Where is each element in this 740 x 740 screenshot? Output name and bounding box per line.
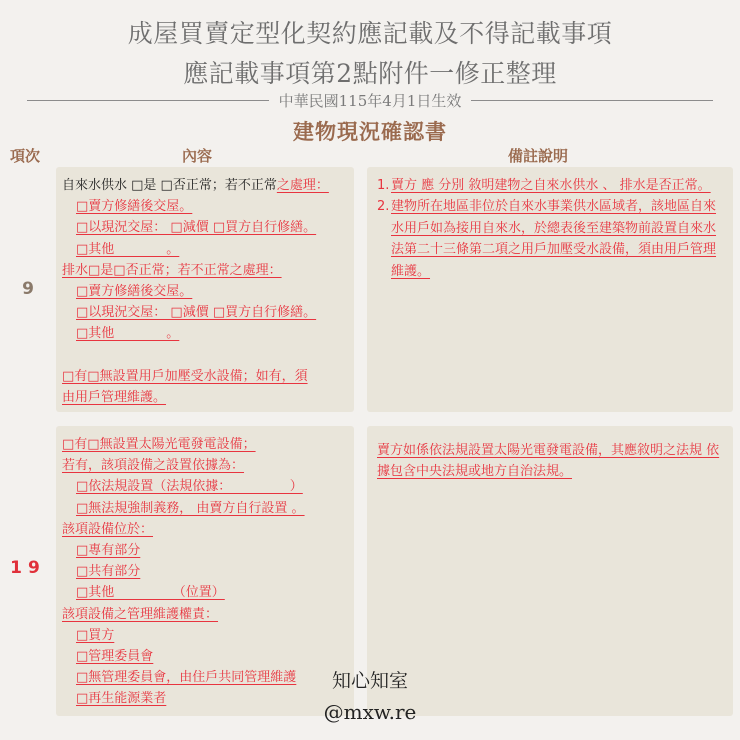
- content-line: □以現況交屋： □減價 □買方自行修繕。: [76, 305, 317, 321]
- content-line: 排水□是□否正常；若不正常之處理：: [62, 262, 282, 278]
- content-line: □賣方修繕後交屋。: [76, 199, 193, 215]
- content-line: □管理委員會: [76, 648, 154, 664]
- content-line: □有□無設置用戶加壓受水設備；如有，須: [62, 368, 308, 384]
- content-line: 由用戶管理維護。: [62, 389, 167, 405]
- content-line: 自來水供水 □是 □否正常；若不正常之處理：: [62, 178, 329, 193]
- content-line: 若有，該項設備之設置依據為：: [62, 458, 245, 474]
- content-line: □其他 。: [76, 326, 180, 342]
- effective-date: 中華民國115年4月1日生效: [278, 91, 462, 110]
- column-header-content: 內容: [182, 147, 213, 165]
- content-line: □依法規設置（法規依據： ）: [76, 479, 303, 495]
- content-line: 該項設備位於：: [62, 521, 154, 537]
- content-line: □其他 （位置）: [76, 585, 225, 601]
- section-subtitle: 建物現況確認書: [293, 120, 447, 144]
- effective-date-row: [27, 90, 713, 110]
- column-header-notes: 備註說明: [508, 147, 569, 165]
- watermark-handle: @mxw.re: [323, 700, 417, 724]
- content-line: □有□無設置太陽光電發電設備；: [62, 437, 256, 452]
- content-line: 該項設備之管理維護權責：: [62, 606, 219, 622]
- document-title-line1: 成屋買賣定型化契約應記載及不得記載事項: [127, 19, 613, 48]
- content-line: □賣方修繕後交屋。: [76, 283, 193, 299]
- note-item: 2. 建物所在地區非位於自來水事業供水區域者，該地區自來水用戶如為接用自來水，於總表後至建築物前設置自來水法第二十三條第二項之用戶加壓受水設備，須由用戶管理維護。: [377, 199, 717, 279]
- row9-content-panel: [56, 167, 354, 412]
- watermark-name: 知心知室: [331, 670, 408, 692]
- divider-right: [471, 100, 713, 101]
- row9-notes-panel: [367, 167, 733, 412]
- content-line: □其他 。: [76, 241, 180, 257]
- content-line: □無管理委員會，由住戶共同管理維護: [76, 670, 297, 686]
- note-text: 賣方如係依法規設置太陽光電發電設備，其應敘明之法規 依據包含中央法規或地方自治法規。: [377, 443, 720, 480]
- content-line: □無法規強制義務， 由賣方自行設置 。: [76, 500, 305, 516]
- content-line: □專有部分: [76, 542, 141, 558]
- content-line: □共有部分: [76, 564, 141, 580]
- content-line: □買方: [76, 627, 115, 643]
- divider-left: [27, 100, 269, 101]
- item-number-9: 9: [22, 279, 34, 299]
- note-item: 1. 賣方 應 分別 敘明建物之自來水供水 、 排水是否正常。: [377, 178, 711, 193]
- content-line: □再生能源業者: [76, 691, 167, 707]
- spacer: [62, 345, 329, 366]
- column-header-item: 項次: [10, 147, 41, 165]
- item-number-19: 19: [10, 558, 46, 578]
- content-line: □以現況交屋： □減價 □買方自行修繕。: [76, 220, 317, 236]
- document-title-line2: 應記載事項第2點附件一修正整理: [183, 59, 557, 88]
